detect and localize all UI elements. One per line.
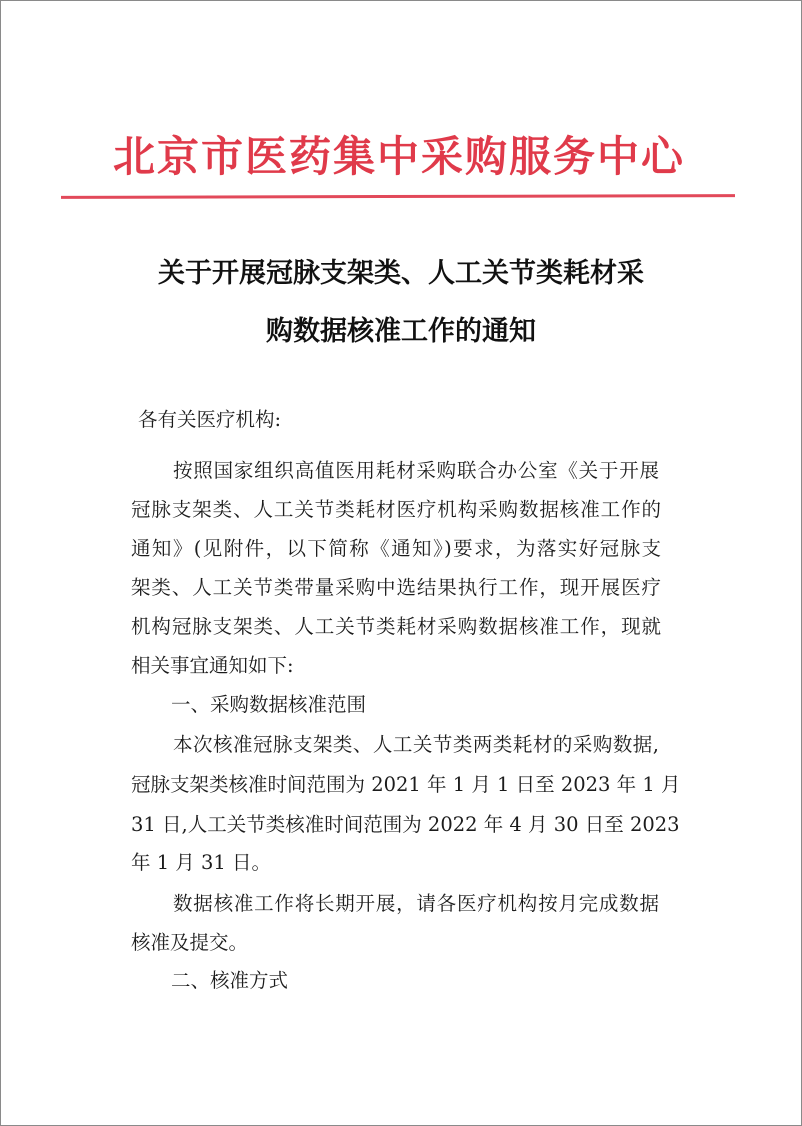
paragraph-2-line-4: 年 1 月 31 日。 [131,851,272,874]
salutation: 各有关医疗机构: [138,408,282,431]
paragraph-1-line-6: 相关事宜通知如下: [131,654,294,677]
paragraph-2-line-1: 本次核准冠脉支架类、人工关节类两类耗材的采购数据, [173,733,659,756]
letterhead-red-rule [61,194,735,199]
paragraph-1-line-4: 架类、人工关节类带量采购中选结果执行工作，现开展医疗 [131,576,661,599]
paragraph-1-line-3: 通知》(见附件，以下简称《通知》)要求，为落实好冠脉支 [131,537,661,560]
notice-title-line-1: 关于开展冠脉支架类、人工关节类耗材采 [158,258,644,289]
paragraph-1-line-2: 冠脉支架类、人工关节类耗材医疗机构采购数据核准工作的 [131,498,661,521]
letterhead: 北京市医药集中采购服务中心 [112,132,685,181]
paragraph-1-line-1: 按照国家组织高值医用耗材采购联合办公室《关于开展 [173,459,659,482]
paragraph-3-line-1: 数据核准工作将长期开展，请各医疗机构按月完成数据 [173,892,659,915]
section-2-heading: 二、核准方式 [171,969,289,992]
paragraph-3-line-2: 核准及提交。 [131,931,249,954]
paragraph-1-line-5: 机构冠脉支架类、人工关节类耗材采购数据核准工作，现就 [131,615,661,638]
paragraph-2-line-3: 31 日,人工关节类核准时间范围为 2022 年 4 月 30 日至 2023 [131,813,680,836]
notice-title-line-2: 购数据核准工作的通知 [266,316,536,347]
section-1-heading: 一、采购数据核准范围 [171,693,367,716]
paragraph-2-line-2: 冠脉支架类核准时间范围为 2021 年 1 月 1 日至 2023 年 1 月 [131,773,681,796]
